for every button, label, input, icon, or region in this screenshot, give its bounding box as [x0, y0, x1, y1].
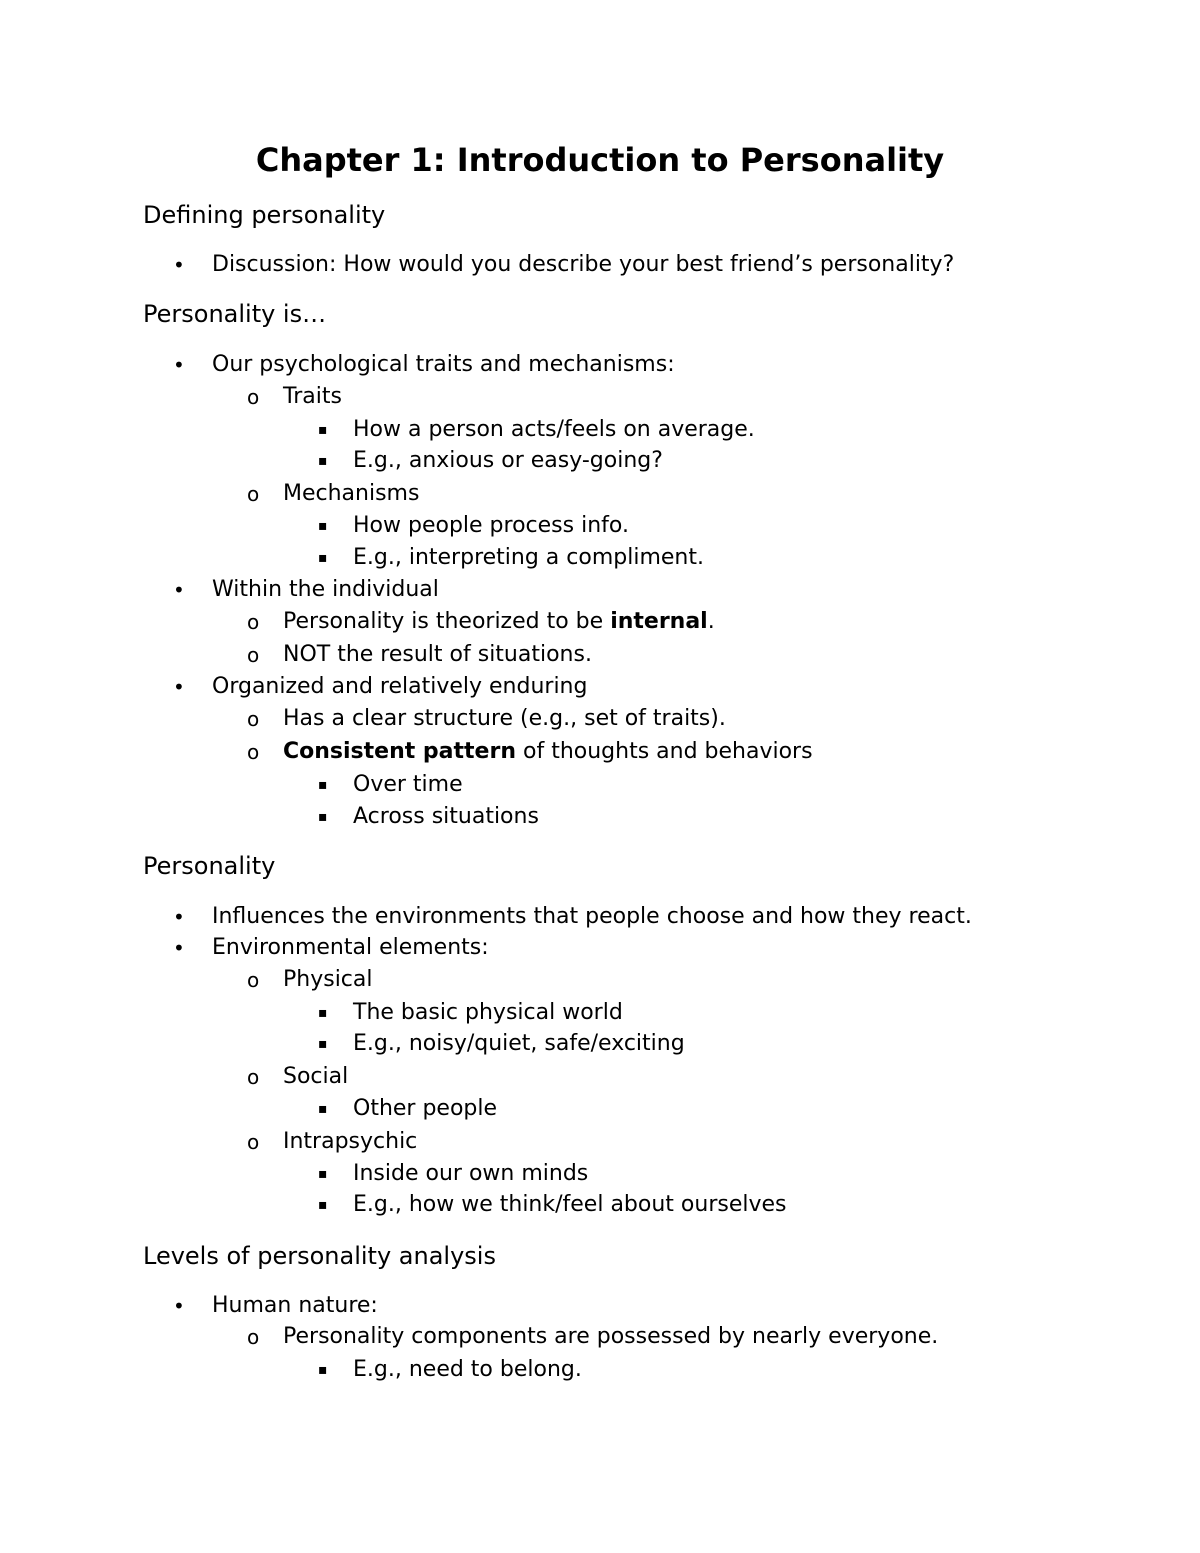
circle-marker: o: [247, 1065, 260, 1089]
circle-marker: o: [247, 1325, 260, 1349]
page-title: Chapter 1: Introduction to Personality: [255, 141, 945, 179]
bullet-marker: •: [173, 353, 185, 377]
list-item: E.g., need to belong.: [353, 1357, 582, 1382]
list-item: NOT the result of situations.: [283, 642, 592, 667]
list-item: Mechanisms: [283, 481, 420, 506]
circle-marker: o: [247, 968, 260, 992]
list-item: Influences the environments that people choose and how they react.: [212, 904, 972, 929]
bullet-marker: •: [173, 675, 185, 699]
list-item: How people process info.: [353, 513, 629, 538]
list-item: Personality components are possessed by nearly everyone.: [283, 1324, 939, 1349]
circle-marker: o: [247, 610, 260, 634]
square-marker: ▪: [318, 1197, 328, 1213]
list-item: How a person acts/feels on average.: [353, 417, 755, 442]
section-heading-defining: Defining personality: [143, 201, 386, 229]
list-item: Human nature:: [212, 1293, 378, 1318]
circle-marker: o: [247, 1130, 260, 1154]
bullet-marker: •: [173, 905, 185, 929]
list-item: Social: [283, 1064, 349, 1089]
circle-marker: o: [247, 707, 260, 731]
square-marker: ▪: [318, 550, 328, 566]
square-marker: ▪: [318, 1362, 328, 1378]
list-item: E.g., anxious or easy-going?: [353, 448, 663, 473]
list-item: E.g., noisy/quiet, safe/exciting: [353, 1031, 685, 1056]
bullet-marker: •: [173, 1294, 185, 1318]
section-heading-levels: Levels of personality analysis: [143, 1242, 496, 1270]
list-item: The basic physical world: [353, 1000, 623, 1025]
list-item-text: Personality is theorized to be: [283, 609, 611, 634]
square-marker: ▪: [318, 809, 328, 825]
square-marker: ▪: [318, 422, 328, 438]
emphasis-internal: internal: [610, 609, 708, 634]
list-item: E.g., interpreting a compliment.: [353, 545, 704, 570]
list-item: [283, 737, 813, 767]
section-heading-personality: Personality: [143, 852, 276, 880]
list-item: Our psychological traits and mechanisms:: [212, 352, 675, 377]
list-item: [283, 607, 715, 637]
square-marker: ▪: [318, 1166, 328, 1182]
list-item: Environmental elements:: [212, 935, 489, 960]
circle-marker: o: [247, 643, 260, 667]
list-item: Discussion: How would you describe your best friend’s personality?: [212, 252, 955, 277]
list-item: Traits: [283, 384, 342, 409]
square-marker: ▪: [318, 518, 328, 534]
list-item: E.g., how we think/feel about ourselves: [353, 1192, 787, 1217]
square-marker: ▪: [318, 1036, 328, 1052]
section-heading-personality-is: Personality is…: [143, 300, 327, 328]
list-item: Over time: [353, 772, 463, 797]
list-item: Physical: [283, 967, 373, 992]
square-marker: ▪: [318, 1005, 328, 1021]
list-item-text: of thoughts and behaviors: [516, 739, 813, 764]
list-item: Across situations: [353, 804, 539, 829]
circle-marker: o: [247, 740, 260, 764]
emphasis-consistent-pattern: Consistent pattern: [283, 739, 516, 764]
list-item: Has a clear structure (e.g., set of traits).: [283, 706, 726, 731]
bullet-marker: •: [173, 936, 185, 960]
list-item: Other people: [353, 1096, 498, 1121]
list-item: Within the individual: [212, 577, 439, 602]
square-marker: ▪: [318, 453, 328, 469]
list-item: Intrapsychic: [283, 1129, 418, 1154]
bullet-marker: •: [173, 253, 185, 277]
circle-marker: o: [247, 482, 260, 506]
list-item: Inside our own minds: [353, 1161, 589, 1186]
circle-marker: o: [247, 385, 260, 409]
square-marker: ▪: [318, 777, 328, 793]
list-item-text: .: [707, 609, 715, 634]
square-marker: ▪: [318, 1101, 328, 1117]
list-item: Organized and relatively enduring: [212, 674, 588, 699]
bullet-marker: •: [173, 578, 185, 602]
